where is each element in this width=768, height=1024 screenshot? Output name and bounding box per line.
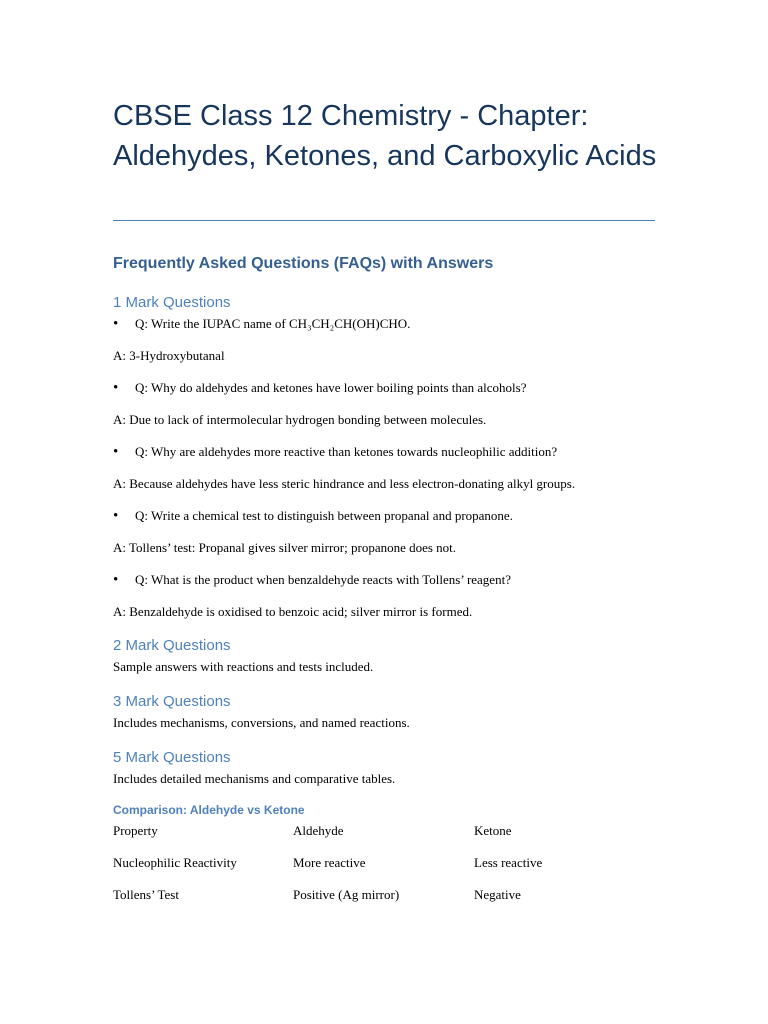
- three-mark-heading: 3 Mark Questions: [113, 693, 231, 710]
- three-mark-text: Includes mechanisms, conversions, and named reactions.: [113, 715, 410, 730]
- question-text: Q: Why do aldehydes and ketones have lower boiling points than alcohols?: [135, 380, 527, 395]
- table-cell: Positive (Ag mirror): [293, 887, 400, 902]
- document-title: CBSE Class 12 Chemistry - Chapter: Aldehydes, Ketones, and Carboxylic Acids: [113, 100, 657, 172]
- question-text: Q: What is the product when benzaldehyde reacts with Tollens’ reagent?: [135, 572, 511, 587]
- answer-text: A: 3-Hydroxybutanal: [113, 348, 225, 363]
- five-mark-text: Includes detailed mechanisms and comparative tables.: [113, 771, 396, 786]
- table-cell: Nucleophilic Reactivity: [113, 855, 237, 870]
- answer-text: A: Because aldehydes have less steric hindrance and less electron-donating alkyl groups.: [113, 476, 576, 491]
- two-mark-heading: 2 Mark Questions: [113, 637, 231, 654]
- table-cell: Less reactive: [474, 855, 543, 870]
- bullet-icon: •: [113, 316, 119, 332]
- bullet-icon: •: [113, 444, 119, 460]
- one-mark-heading: 1 Mark Questions: [113, 294, 231, 311]
- answer-text: A: Tollens’ test: Propanal gives silver mirror; propanone does not.: [113, 540, 457, 555]
- bullet-icon: •: [113, 572, 119, 588]
- question-item: [113, 571, 511, 589]
- comparison-heading: Comparison: Aldehyde vs Ketone: [113, 803, 305, 817]
- question-text: Q: Why are aldehydes more reactive than ketones towards nucleophilic addition?: [135, 444, 558, 459]
- table-header-cell: Property: [113, 823, 158, 838]
- question-item: [113, 315, 410, 333]
- table-cell: More reactive: [293, 855, 366, 870]
- question-item: [113, 379, 526, 397]
- answer-text: A: Due to lack of intermolecular hydrogen bonding between molecules.: [113, 412, 487, 427]
- table-header-cell: Aldehyde: [293, 823, 344, 838]
- table-header-cell: Ketone: [474, 823, 512, 838]
- table-cell: Negative: [474, 887, 521, 902]
- five-mark-heading: 5 Mark Questions: [113, 749, 231, 766]
- bullet-icon: •: [113, 508, 119, 524]
- two-mark-text: Sample answers with reactions and tests included.: [113, 659, 374, 674]
- question-text: Q: Write the IUPAC name of CH₃CH₂CH(OH)CHO.: [135, 316, 411, 331]
- answer-text: A: Benzaldehyde is oxidised to benzoic acid; silver mirror is formed.: [113, 604, 473, 619]
- question-item: [113, 443, 557, 461]
- title-divider: [113, 220, 655, 221]
- faq-heading: Frequently Asked Questions (FAQs) with Answers: [113, 255, 494, 272]
- table-cell: Tollens’ Test: [113, 887, 179, 902]
- question-item: [113, 507, 513, 525]
- bullet-icon: •: [113, 380, 119, 396]
- question-text: Q: Write a chemical test to distinguish between propanal and propanone.: [135, 508, 513, 523]
